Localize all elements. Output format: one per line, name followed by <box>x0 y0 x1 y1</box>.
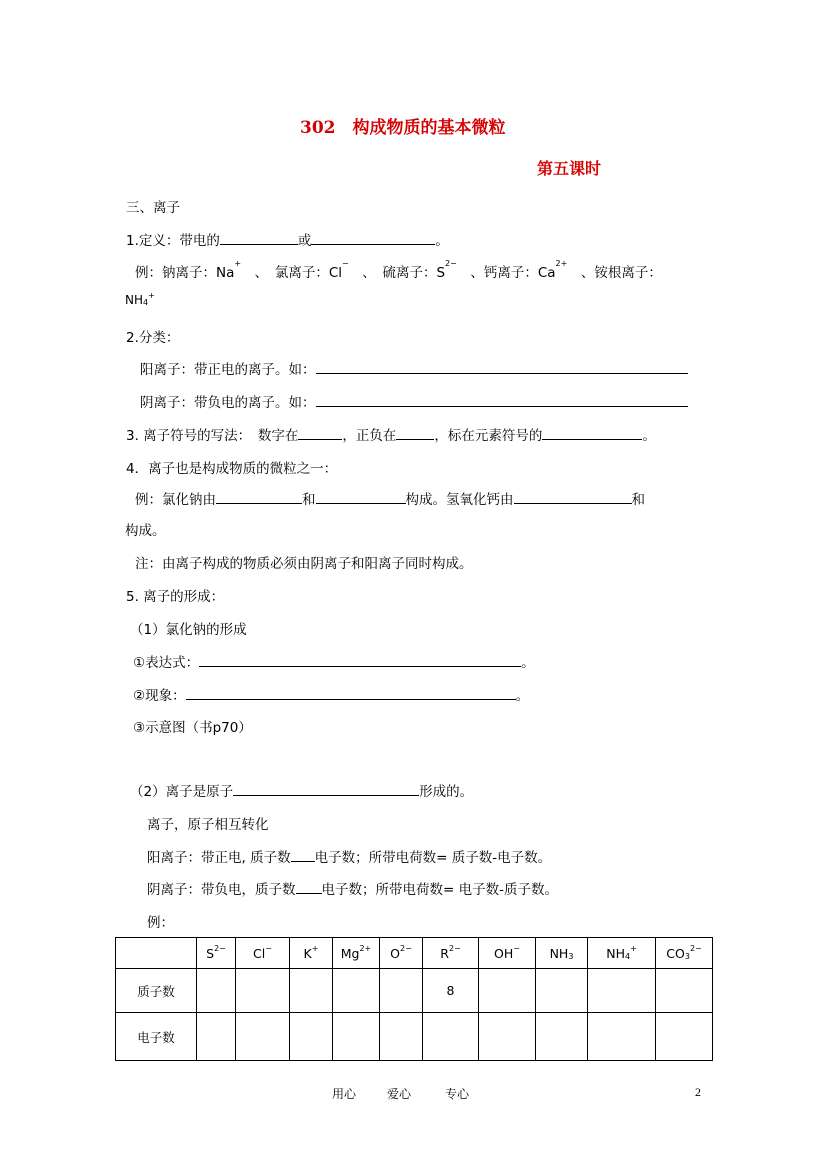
q5-2-prefix: （2）离子是原子 <box>130 784 234 800</box>
nh4-base: NH <box>125 293 143 307</box>
header-cell: Cl− <box>236 938 290 969</box>
table-row <box>116 1013 713 1061</box>
question-5-2 <box>130 780 473 800</box>
cation-line <box>140 358 688 378</box>
anion-line <box>140 391 688 411</box>
ex-ca-text: 、钙离子：Ca <box>456 265 556 281</box>
blank-5-2[interactable] <box>233 781 419 796</box>
header-cell: $R^{2-}$ <box>423 938 479 969</box>
footer-text-3: 专心 <box>445 1087 470 1101</box>
table-cell[interactable] <box>290 969 333 1013</box>
table-header-row <box>116 938 713 969</box>
ca-charge: 2+ <box>555 259 568 268</box>
cation-rule-a: 阳离子：带正电, 质子数 <box>147 850 291 866</box>
q4-made1: 构成。氢氧化钙由 <box>405 492 514 508</box>
question-4-example <box>135 488 645 508</box>
blank-3c[interactable] <box>542 425 642 440</box>
row-label-electrons: 电子数 <box>116 1013 197 1061</box>
q3-mid2: ，标在元素符号的 <box>434 428 543 444</box>
q3-prefix: 3. 离子符号的写法： 数字在 <box>126 428 299 444</box>
table-cell[interactable] <box>333 1013 380 1061</box>
example-nh4 <box>125 293 155 307</box>
q5-2-end: 形成的。 <box>419 784 474 800</box>
ex-nh4-text: 、铵根离子： <box>567 265 662 281</box>
question-4-cont: 构成。 <box>125 523 166 539</box>
note: 注：由离子构成的物质必须由阴离子和阳离子同时构成。 <box>135 556 473 572</box>
header-cell: OH− <box>479 938 536 969</box>
expression-line <box>133 651 535 671</box>
ex-s-text: 、 硫离子：S <box>348 265 446 281</box>
anion-rule-b: 电子数；所带电荷数= 电子数-质子数。 <box>321 882 558 898</box>
table-cell[interactable] <box>333 969 380 1013</box>
phenomenon-line <box>133 684 529 704</box>
blank-3b[interactable] <box>396 425 434 440</box>
row-label-protons: 质子数 <box>116 969 197 1013</box>
table-cell[interactable] <box>197 1013 236 1061</box>
table-cell[interactable] <box>479 1013 536 1061</box>
blank-phenomenon[interactable] <box>186 685 516 700</box>
ex-na-text: 例：钠离子：Na <box>135 265 235 281</box>
question-5-1: （1）氯化钠的形成 <box>130 622 247 638</box>
q4-and1: 和 <box>302 492 316 508</box>
question-5: 5. 离子的形成： <box>126 589 225 605</box>
header-cell: $CO3^{2-}$ <box>656 938 713 969</box>
table-cell[interactable] <box>588 969 656 1013</box>
question-4: 4．离子也是构成物质的微粒之一： <box>126 461 338 477</box>
q4-and2: 和 <box>631 492 645 508</box>
question-2: 2.分类： <box>126 330 180 346</box>
diagram-line: ③示意图（书p70） <box>133 720 252 736</box>
page-number: 2 <box>695 1085 701 1099</box>
header-cell: NH4+ <box>588 938 656 969</box>
table-cell[interactable] <box>588 1013 656 1061</box>
q3-mid1: ，正负在 <box>342 428 397 444</box>
table-cell[interactable] <box>380 1013 423 1061</box>
cl-charge: − <box>342 259 349 268</box>
phen-label: ②现象： <box>133 688 186 704</box>
nh4-charge: + <box>148 291 155 300</box>
anion-rule-a: 阴离子：带负电，质子数 <box>147 882 296 898</box>
expr-end: 。 <box>521 655 535 671</box>
page-title: 302 构成物质的基本微粒 <box>300 118 506 138</box>
table-cell[interactable] <box>536 969 588 1013</box>
table-cell[interactable] <box>479 969 536 1013</box>
header-cell: NH3 <box>536 938 588 969</box>
q3-end: 。 <box>642 428 656 444</box>
table-cell[interactable]: 8 <box>423 969 479 1013</box>
section-heading: 三、离子 <box>126 200 180 216</box>
header-cell: $S^{2-}$ <box>197 938 236 969</box>
question-3 <box>126 424 656 444</box>
blank-1b[interactable] <box>311 230 435 245</box>
blank-anion[interactable] <box>316 392 688 407</box>
blank-4b[interactable] <box>316 489 406 504</box>
cation-rule <box>147 846 551 866</box>
table-cell[interactable] <box>380 969 423 1013</box>
cation-text: 阳离子：带正电的离子。如： <box>140 362 316 378</box>
table-cell[interactable] <box>290 1013 333 1061</box>
ex-cl-text: 、 氯离子：Cl <box>241 265 343 281</box>
blank-1a[interactable] <box>220 230 298 245</box>
table-cell[interactable] <box>197 969 236 1013</box>
table-cell[interactable] <box>656 1013 713 1061</box>
q1-prefix: 1.定义：带电的 <box>126 233 220 249</box>
table-row <box>116 969 713 1013</box>
s-charge: 2− <box>445 259 457 268</box>
blank-anion-rule[interactable] <box>296 879 322 894</box>
table-cell[interactable] <box>236 969 290 1013</box>
table-cell[interactable] <box>656 969 713 1013</box>
question-1 <box>126 229 449 249</box>
blank-cation-rule[interactable] <box>291 847 315 862</box>
conversion-line: 离子，原子相互转化 <box>147 817 269 833</box>
blank-4c[interactable] <box>514 489 632 504</box>
blank-expression[interactable] <box>199 652 521 667</box>
lesson-subtitle: 第五课时 <box>537 159 602 178</box>
q1-mid: 或 <box>297 233 312 249</box>
anion-text: 阴离子：带负电的离子。如： <box>140 395 316 411</box>
q1-end: 。 <box>435 233 449 249</box>
header-cell: $O^{2-}$ <box>380 938 423 969</box>
blank-4a[interactable] <box>216 489 302 504</box>
table-corner <box>116 938 197 969</box>
example-ions <box>135 261 662 281</box>
table-cell[interactable] <box>236 1013 290 1061</box>
expr-label: ①表达式： <box>133 655 200 671</box>
cation-rule-b: 电子数；所带电荷数= 质子数-电子数。 <box>314 850 552 866</box>
q4-prefix: 例：氯化钠由 <box>135 492 216 508</box>
header-cell: $Mg^{2+}$ <box>333 938 380 969</box>
phen-end: 。 <box>515 688 530 704</box>
na-charge: + <box>234 259 242 268</box>
ion-table <box>115 937 713 1061</box>
anion-rule <box>147 878 558 898</box>
table-cell[interactable] <box>423 1013 479 1061</box>
header-cell: K+ <box>290 938 333 969</box>
example-label: 例： <box>147 915 174 931</box>
footer-text-2: 爱心 <box>387 1087 412 1101</box>
blank-3a[interactable] <box>298 425 342 440</box>
footer-text-1: 用心 <box>332 1087 357 1101</box>
blank-cation[interactable] <box>316 359 688 374</box>
nh4-subscript: 4 <box>143 298 149 307</box>
table-cell[interactable] <box>536 1013 588 1061</box>
